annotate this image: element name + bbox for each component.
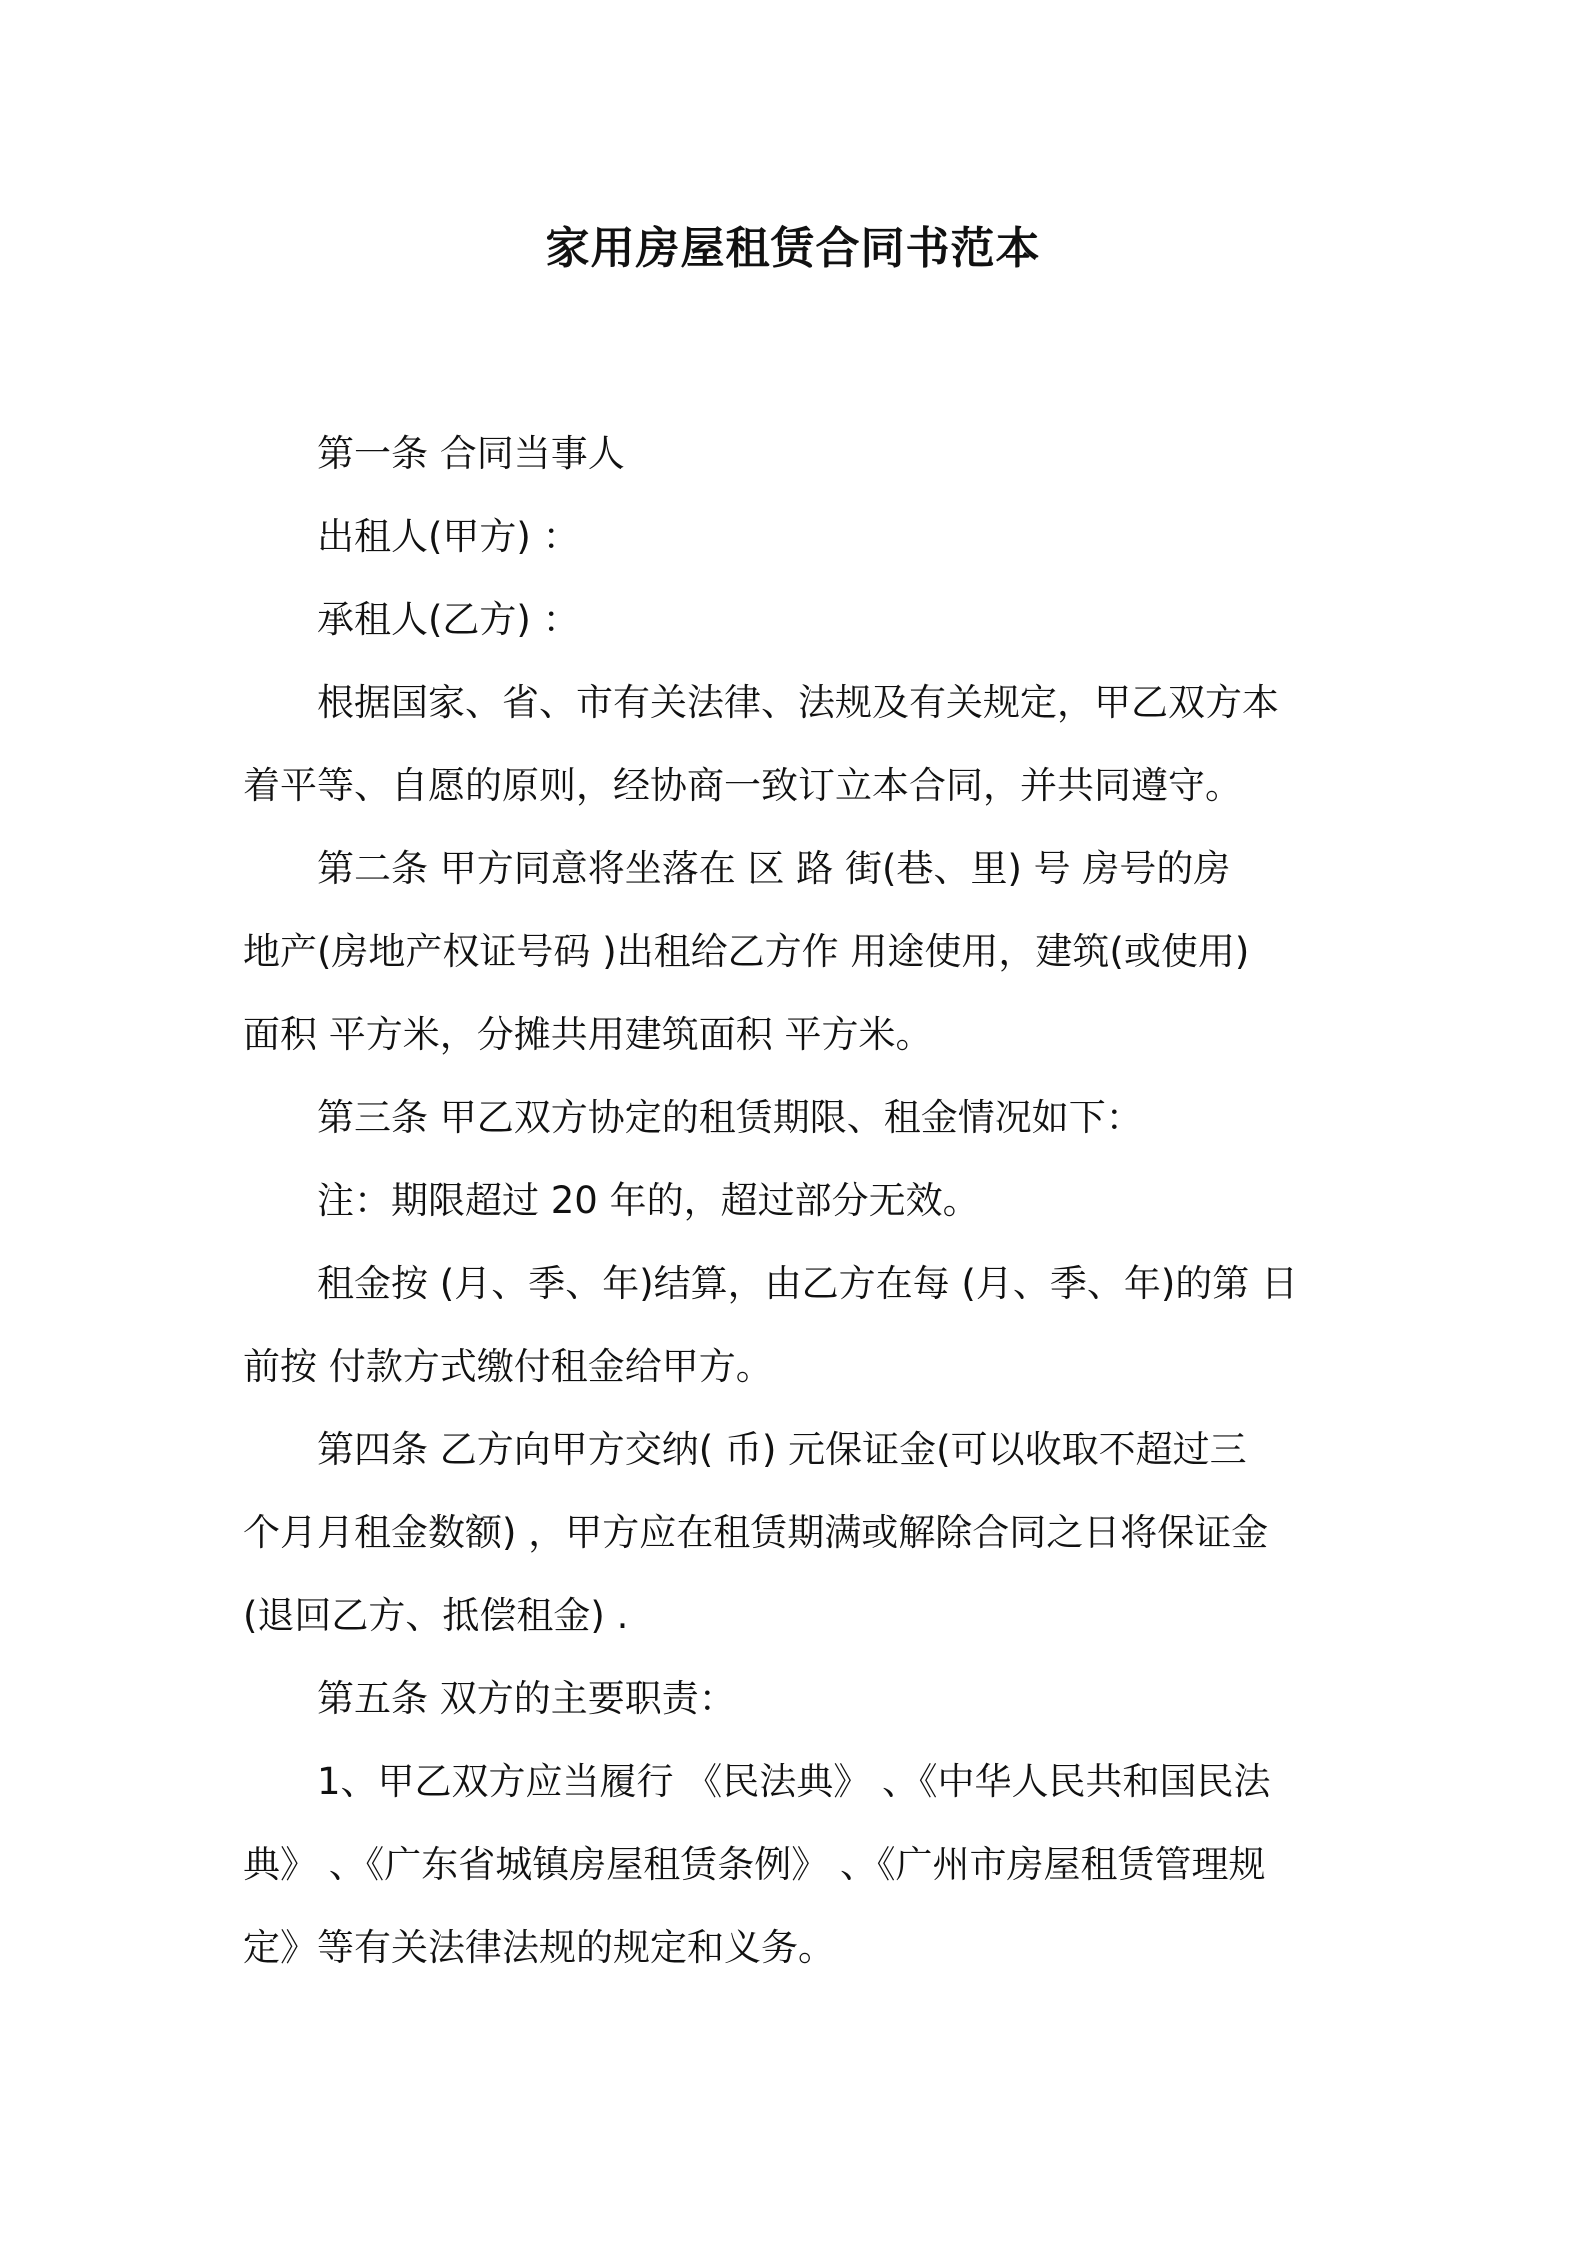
term-note: 注：期限超过 20 年的，超过部分无效。 <box>317 1179 980 1222</box>
rent-line-1: 租金按 (月、季、年)结算，由乙方在每 (月、季、年)的第 日 <box>317 1262 1299 1305</box>
lessee-line: 承租人(乙方) ： <box>317 598 580 641</box>
duty-1-line-1: 1、甲乙双方应当履行 《民法典》 、《中华人民共和国民法 <box>317 1760 1271 1803</box>
article-5-heading: 第五条 双方的主要职责： <box>317 1677 736 1720</box>
document-title: 家用房屋租赁合同书范本 <box>545 223 1041 274</box>
article-4-line-3: (退回乙方、抵偿租金) . <box>243 1594 629 1637</box>
article-1-heading: 第一条 合同当事人 <box>317 432 625 475</box>
preamble-line-1: 根据国家、省、市有关法律、法规及有关规定，甲乙双方本 <box>317 681 1279 724</box>
duty-1-line-2: 典》 、《广东省城镇房屋租赁条例》 、《广州市房屋租赁管理规 <box>243 1843 1266 1886</box>
article-3-heading: 第三条 甲乙双方协定的租赁期限、租金情况如下： <box>317 1096 1143 1139</box>
article-4-line-1: 第四条 乙方向甲方交纳( 币) 元保证金(可以收取不超过三 <box>317 1428 1247 1471</box>
lessor-line: 出租人(甲方) ： <box>317 515 580 558</box>
preamble-line-2: 着平等、自愿的原则，经协商一致订立本合同，并共同遵守。 <box>243 764 1242 807</box>
article-4-line-2: 个月月租金数额) ，甲方应在租赁期满或解除合同之日将保证金 <box>243 1511 1269 1554</box>
document-body <box>243 412 1353 1989</box>
duty-1-line-3: 定》等有关法律法规的规定和义务。 <box>243 1926 835 1969</box>
article-2-line-2: 地产(房地产权证号码 )出租给乙方作 用途使用，建筑(或使用) <box>243 930 1250 973</box>
rent-line-2: 前按 付款方式缴付租金给甲方。 <box>243 1345 773 1388</box>
article-2-line-3: 面积 平方米，分摊共用建筑面积 平方米。 <box>243 1013 933 1056</box>
article-2-line-1: 第二条 甲方同意将坐落在 区 路 街(巷、里) 号 房号的房 <box>317 847 1231 890</box>
